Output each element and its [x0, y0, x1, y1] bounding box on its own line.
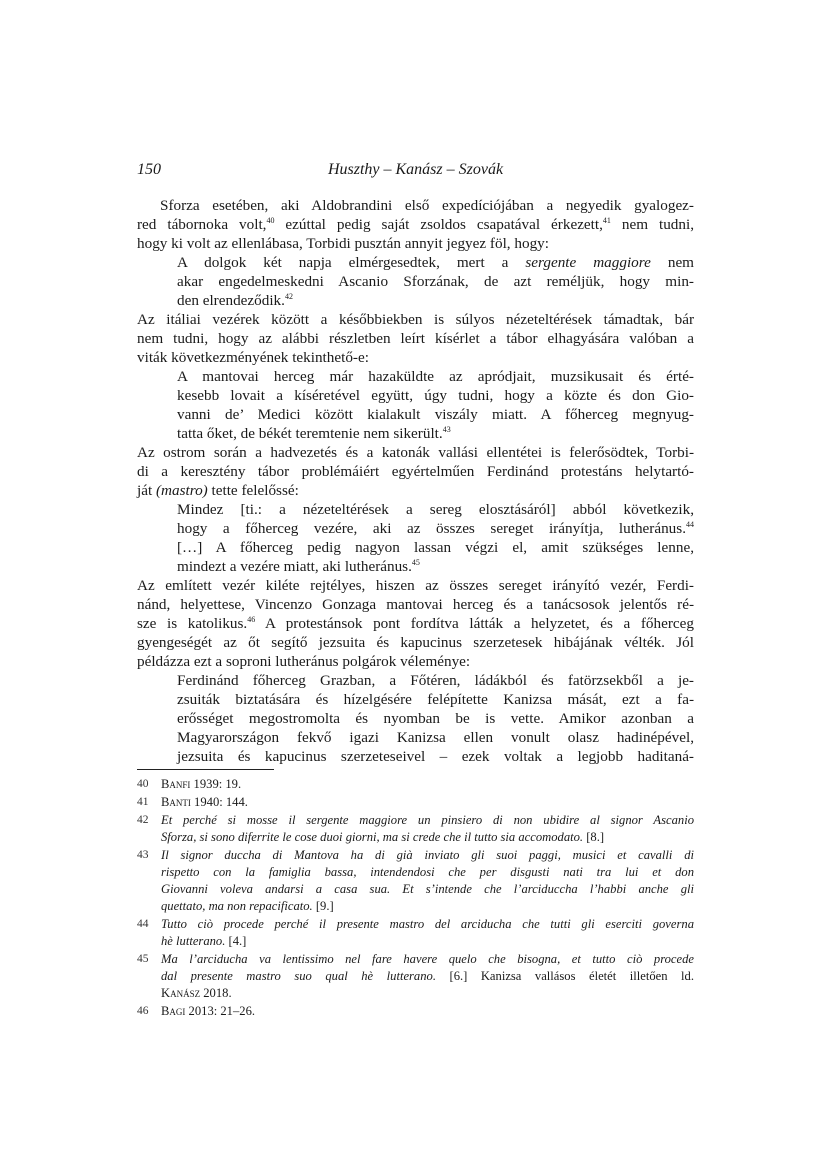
footnote-divider	[137, 769, 274, 770]
text-span: nem tudni,	[610, 216, 694, 233]
text-line	[137, 481, 694, 500]
footnote-number: 46	[137, 1005, 149, 1017]
quote-line: A mantovai herceg már hazaküldte az apródjait, muzsikusait és érté-	[177, 368, 694, 385]
quote-line	[177, 253, 694, 272]
text-line: Az itáliai vezérek között a későbbiekben is súlyos nézeteltérések támadtak, bár	[137, 311, 694, 328]
footnote-44	[137, 916, 694, 933]
text-line	[137, 614, 694, 633]
text-span: 2018.	[200, 986, 232, 1000]
text-span: [9.]	[312, 899, 334, 913]
footnote-text	[161, 933, 694, 950]
footnote-text	[161, 968, 694, 985]
footnote-text: rispetto con la famiglia bassa, intendendosi che per disgusti nati tra lui et don	[161, 865, 694, 879]
running-title: Huszthy – Kanász – Szovák	[327, 161, 504, 178]
text-line: hogy ki volt az ellenlábasa, Torbidi pusztán annyit jegyez föl, hogy:	[137, 235, 549, 252]
text-span: A dolgok két napja elmérgesedtek, mert a	[177, 254, 526, 271]
text-span: [8.]	[583, 830, 605, 844]
footnote-number: 44	[137, 918, 149, 930]
footnote-text	[161, 985, 694, 1002]
footnote-41	[137, 794, 694, 811]
text-span: sze is katolikus.	[137, 615, 248, 632]
footnote-number: 43	[137, 849, 149, 861]
text-span: red tábornoka volt,	[137, 216, 267, 233]
footnote-number: 41	[137, 796, 149, 808]
text-span: ezúttal pedig saját zsoldos csapatával érkezett,	[274, 216, 603, 233]
quote-line: vanni de’ Medici között kialakult viszály miatt. A főherceg megnyug-	[177, 406, 694, 423]
footnote-43-cont	[137, 881, 694, 898]
footnote-45-cont	[137, 985, 694, 1002]
quote-line: jezsuita és kapucinus szerzeteseivel – ezek voltak a legjobb haditaná-	[177, 748, 694, 765]
footnote-ref[interactable]: 41	[602, 216, 611, 225]
quote-line: kesebb lovait a kíséretével együtt, úgy tudni, hogy a közte és don Gio-	[177, 387, 694, 404]
text-span: tatta őket, de békét teremtenie nem sikerült.	[177, 425, 443, 442]
footnote-45-cont	[137, 968, 694, 985]
text-line: nem tudni, hogy az alábbi részletben leírt kísérlet a tábor elhagyására valóban a	[137, 330, 694, 347]
quote-line: Mindez [ti.: a nézeteltérések a sereg elosztásáról] abból következik,	[177, 501, 694, 518]
text-span: tette felelőssé:	[207, 482, 299, 499]
footnote-text: Et perché si mosse il sergente maggiore un pinsiero di non ubidire al signor Ascanio	[161, 813, 694, 827]
footnote-40	[137, 776, 694, 793]
italic-quote: dal presente mastro suo qual hè lutterano.	[161, 969, 436, 983]
footnote-number: 42	[137, 814, 149, 826]
text-line: Sforza esetében, aki Aldobrandini első expedíciójában a negyedik gyalogez-	[160, 197, 694, 214]
footnote-text	[161, 794, 694, 811]
text-span: 1939: 19.	[190, 777, 242, 791]
footnote-number: 40	[137, 778, 149, 790]
footnote-ref[interactable]: 44	[686, 520, 694, 529]
footnote-45	[137, 951, 694, 968]
text-span: den elrendeződik.	[177, 292, 285, 309]
italic-term: (mastro)	[155, 482, 208, 499]
footnote-42	[137, 812, 694, 829]
quote-line	[177, 557, 694, 576]
text-span: nem	[650, 254, 694, 271]
quote-line	[177, 519, 694, 538]
quote-line: […] A főherceg pedig nagyon lassan végzi el, amit szükséges lenne,	[177, 539, 694, 556]
footnote-ref[interactable]: 45	[411, 558, 420, 567]
footnote-text: Giovanni voleva andarsi a casa sua. Et s’intende che l’arciduccha l’habbi anche gli	[161, 882, 694, 896]
text-span: [6.] Kanizsa vallásos életét illetően ld.	[435, 969, 695, 983]
text-span: A protestánsok pont fordítva látták a helyzetet, és a főherceg	[255, 615, 694, 632]
footnote-ref[interactable]: 46	[247, 615, 256, 624]
quote-line	[177, 291, 694, 310]
author-name: Kanász	[161, 986, 201, 1000]
footnote-text: Tutto ciò procede perché il presente mastro del arciducha che tutti gli eserciti governa	[161, 917, 694, 931]
footnote-42-cont	[137, 829, 694, 846]
quote-line: akar engedelmeskedni Ascanio Sforzának, de azt reméljük, hogy min-	[177, 273, 694, 290]
text-line: gyengeségét az őt segítő jezsuita és kapucinus szerzetesek hibájának vélték. Jól	[137, 634, 694, 651]
footnote-text: Ma l’arciducha va lentissimo nel fare havere quelo che bisogna, et tutto ciò procede	[161, 952, 694, 966]
footnote-ref[interactable]: 43	[442, 425, 451, 434]
author-name: Banfi	[161, 777, 191, 791]
text-line: di a keresztény tábor problémáiért egyértelműen Ferdinánd protestáns helytartó-	[137, 463, 694, 480]
text-span: ját	[137, 482, 156, 499]
quote-line: zsuiták biztatására és hízelgésére felépítette Kanizsa mását, ezt a fa-	[177, 691, 694, 708]
text-line: példázza ezt a soproni lutheránus polgárok véleménye:	[137, 653, 471, 670]
text-span: 1940: 144.	[190, 795, 248, 809]
text-line: viták következményének tekinthető-e:	[137, 349, 369, 366]
quote-line	[177, 424, 694, 443]
footnote-44-cont	[137, 933, 694, 950]
footnote-text	[161, 829, 694, 846]
footnote-46	[137, 1003, 694, 1020]
italic-quote: quettato, ma non repacificato.	[161, 899, 313, 913]
footnote-43-cont	[137, 898, 694, 915]
footnote-text	[161, 898, 694, 915]
footnote-number: 45	[137, 953, 149, 965]
quote-line: Magyarországon fekvő igazi Kanizsa ellen vonult olasz hadinépével,	[177, 729, 694, 746]
text-span: hogy a főherceg vezére, aki az összes sereget irányítja, lutheránus.	[177, 520, 686, 537]
page-number: 150	[137, 161, 161, 178]
text-line	[137, 215, 694, 234]
italic-quote: hè lutterano.	[161, 934, 226, 948]
quote-line: erősséget megostromolta és nyomban be is vette. Amikor azonban a	[177, 710, 694, 727]
text-span: [4.]	[225, 934, 247, 948]
footnote-ref[interactable]: 42	[284, 292, 293, 301]
footnote-43	[137, 847, 694, 864]
text-line: nánd, helyettese, Vincenzo Gonzaga mantovai herceg és a tanácsosok jelentős ré-	[137, 596, 694, 613]
author-name: Banti	[161, 795, 191, 809]
footnote-text	[161, 776, 694, 793]
footnote-text: Il signor duccha di Mantova ha di già inviato gli suoi paggi, musici et cavalli di	[161, 848, 694, 862]
text-span: mindezt a vezére miatt, aki lutheránus.	[177, 558, 412, 575]
footnote-ref[interactable]: 40	[266, 216, 275, 225]
text-line: Az ostrom során a hadvezetés és a katonák vallási ellentétei is felerősödtek, Torbi-	[137, 444, 694, 461]
footnote-43-cont	[137, 864, 694, 881]
italic-quote: Sforza, si sono diferrite le cose duoi giorni, ma si crede che il tutto sia accomodato.	[161, 830, 584, 844]
quote-line: Ferdinánd főherceg Grazban, a Főtéren, ládákból és fatörzsekből a je-	[177, 672, 694, 689]
footnote-text	[161, 1003, 694, 1020]
text-span: 2013: 21–26.	[185, 1004, 256, 1018]
author-name: Bagi	[161, 1004, 186, 1018]
italic-term: sergente maggiore	[525, 254, 651, 271]
text-line: Az említett vezér kiléte rejtélyes, hiszen az összes sereget irányító vezér, Ferdi-	[137, 577, 694, 594]
